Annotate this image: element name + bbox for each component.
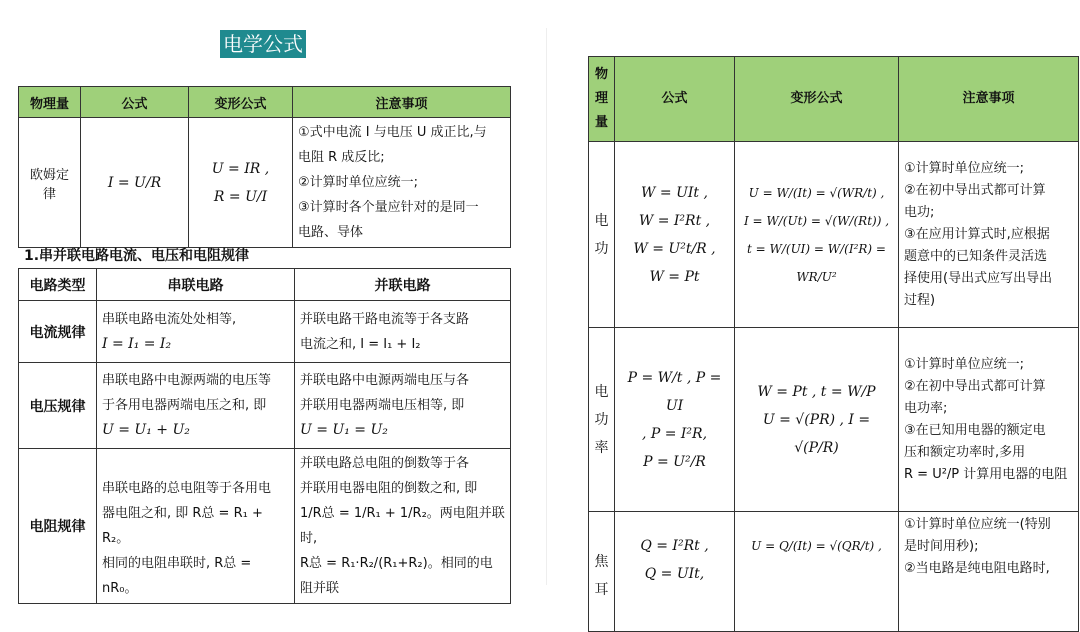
series-cell (97, 449, 295, 604)
derived-line: I = W/(Ut) = √(W/(Rt)) , (743, 213, 890, 228)
quantity-char: 功 (594, 411, 609, 428)
cell-line: R总 = R₁·R₂/(R₁+R₂)。相同的电阻并联 (300, 556, 493, 596)
quantity-char: 电 (594, 212, 609, 229)
cell-line: 器电阻之和, 即 R总 = R₁ + R₂。 (102, 506, 263, 546)
header-formula: 公式 (615, 57, 735, 142)
cell-line: 于各用电器两端电压之和, 即 (102, 398, 267, 413)
note-line: ①计算时单位应统一(特别 (904, 517, 1051, 532)
header-derived: 变形公式 (189, 87, 293, 118)
note-line: ③计算时各个量应针对的是同一 (298, 200, 479, 215)
derived-cell (735, 328, 899, 512)
cell-line: 相同的电阻串联时, R总 = nR₀。 (102, 556, 252, 596)
formula-cell (615, 142, 735, 328)
cell-line: 并联用电器两端电压相等, 即 (300, 398, 465, 413)
rule-type-cell: 电压规律 (19, 363, 97, 449)
formula-line: W = UIt , (641, 184, 708, 201)
series-cell (97, 301, 295, 363)
quantity-char: 焦 (594, 554, 609, 570)
formula-line: , P = I²R, (641, 425, 708, 442)
rule-type-cell: 电流规律 (19, 301, 97, 363)
table-row (19, 118, 511, 248)
parallel-cell (295, 301, 511, 363)
quantity-char: 率 (594, 439, 609, 456)
cell-line: 串联电路中电源两端的电压等 (102, 373, 272, 388)
note-line: 题意中的已知条件灵活选 (904, 248, 1048, 264)
note-line: 压和额定功率时,多用 (904, 444, 1026, 460)
left-page (0, 0, 540, 596)
note-line: ②计算时单位应统一; (298, 175, 419, 190)
notes-cell (899, 512, 1079, 632)
ohm-law-table (18, 86, 511, 248)
table-header-row (19, 269, 511, 301)
header-derived: 变形公式 (735, 57, 899, 142)
parallel-cell (295, 363, 511, 449)
derived-line: W = Pt , t = W/P (757, 383, 876, 400)
cell-line: U = U₁ + U₂ (102, 422, 190, 438)
quantity-cell (589, 142, 615, 328)
table-header-row (19, 87, 511, 118)
note-line: ①式中电流 I 与电压 U 成正比,与 (298, 125, 487, 140)
parallel-cell (295, 449, 511, 604)
cell-line: 串联电路的总电阻等于各用电 (102, 481, 272, 496)
note-line: ①计算时单位应统一; (904, 160, 1025, 176)
note-line: 电路、导体 (298, 225, 364, 240)
cell-line: 并联电路中电源两端电压与各 (300, 373, 470, 388)
formula-line: P = U²/R (643, 453, 706, 470)
derived-line: t = W/(UI) = W/(I²R) = WR/U² (747, 241, 886, 284)
note-line: 电阻 R 成反比; (298, 150, 385, 165)
note-line: R = U²/P 计算用电器的电阻 (904, 466, 1068, 482)
header-char: 量 (594, 115, 608, 130)
formula-line: W = U²t/R , (633, 240, 716, 257)
derived-line: U = Q/(It) = √(QR/t) , (751, 539, 882, 553)
cell-line: 并联电路总电阻的倒数等于各 (300, 456, 470, 471)
note-line: ②在初中导出式都可计算 (904, 378, 1046, 394)
note-line: 电功率; (904, 400, 948, 416)
formula-cell (615, 328, 735, 512)
table-row (19, 301, 511, 363)
formula-line: P = W/t , P = UI (627, 369, 722, 414)
table-row (589, 512, 1079, 632)
cell-line: 并联电路干路电流等于各支路 (300, 311, 470, 327)
quantity-char: 功 (594, 240, 609, 257)
cell-line: 电流之和, I = I₁ + I₂ (300, 336, 421, 352)
formula-cell: I = U/R (81, 118, 189, 248)
power-formulas-table (588, 56, 1079, 632)
section-title: 1.串并联电路电流、电压和电阻规律 (24, 248, 250, 264)
quantity-char: 耳 (594, 582, 609, 598)
quantity-char: 电 (594, 383, 609, 400)
derived-cell (735, 512, 899, 632)
cell-line: U = U₁ = U₂ (300, 422, 388, 438)
note-line: ③在应用计算式时,应根据 (904, 226, 1050, 242)
page-divider (546, 28, 547, 585)
derived-cell (735, 142, 899, 328)
note-line: 电功; (904, 204, 935, 220)
header-parallel: 并联电路 (295, 269, 511, 301)
derived-line: R = U/I (213, 188, 268, 205)
notes-cell (899, 328, 1079, 512)
derived-line: U = W/(It) = √(WR/t) , (748, 185, 885, 200)
derived-line: U = IR , (211, 160, 270, 177)
table-row (19, 449, 511, 604)
header-formula: 公式 (81, 87, 189, 118)
header-notes: 注意事项 (899, 57, 1079, 142)
formula-line: W = I²Rt , (638, 212, 711, 229)
cell-line: 并联用电器电阻的倒数之和, 即 (300, 481, 478, 496)
table-row (589, 328, 1079, 512)
formula-line: Q = UIt, (644, 566, 705, 582)
cell-line: 串联电路电流处处相等, (102, 311, 237, 327)
header-char: 物 (594, 67, 608, 82)
circuit-rules-table (18, 268, 511, 604)
table-row (589, 142, 1079, 328)
note-line: ①计算时单位应统一; (904, 356, 1025, 372)
header-series: 串联电路 (97, 269, 295, 301)
quantity-cell: 欧姆定律 (19, 118, 81, 248)
page-title: 电学公式 (220, 30, 306, 58)
header-quantity: 物理量 (19, 87, 81, 118)
notes-cell (899, 142, 1079, 328)
note-line: ②当电路是纯电阻电路时, (904, 561, 1050, 576)
formula-cell (615, 512, 735, 632)
cell-line: I = I₁ = I₂ (102, 335, 172, 352)
table-header-row (589, 57, 1079, 142)
quantity-cell (589, 512, 615, 632)
derived-cell (189, 118, 293, 248)
note-line: ③在已知用电器的额定电 (904, 422, 1046, 438)
right-page (548, 0, 1080, 598)
table-row (19, 363, 511, 449)
note-line: 择使用(导出式应写出导出 (904, 270, 1053, 286)
derived-line: U = √(PR) , I = √(P/R) (762, 411, 871, 456)
note-line: 是时间用秒); (904, 539, 979, 554)
header-circuit-type: 电路类型 (19, 269, 97, 301)
cell-line: 1/R总 = 1/R₁ + 1/R₂。两电阻并联时, (300, 506, 505, 546)
series-cell (97, 363, 295, 449)
formula-line: Q = I²Rt , (640, 538, 709, 554)
rule-type-cell: 电阻规律 (19, 449, 97, 604)
notes-cell (293, 118, 511, 248)
formula-line: W = Pt (649, 268, 700, 285)
note-line: 过程) (904, 292, 936, 308)
header-notes: 注意事项 (293, 87, 511, 118)
quantity-cell (589, 328, 615, 512)
header-quantity (589, 57, 615, 142)
header-char: 理 (594, 91, 608, 106)
note-line: ②在初中导出式都可计算 (904, 182, 1046, 198)
